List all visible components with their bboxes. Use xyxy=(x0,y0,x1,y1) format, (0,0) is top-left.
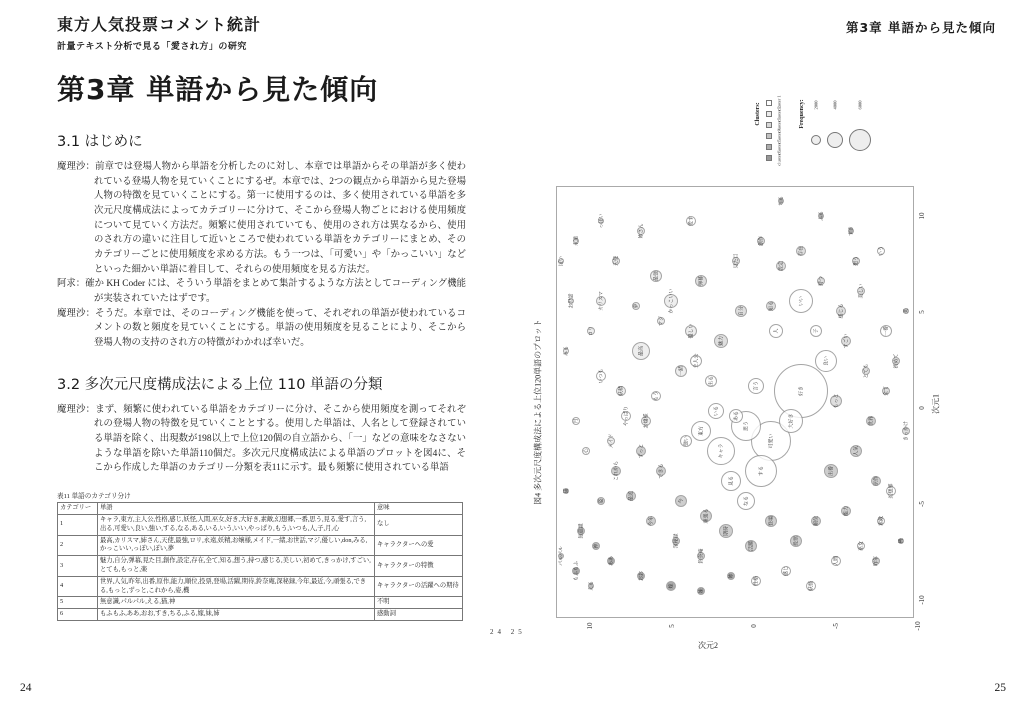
table-row xyxy=(58,576,463,597)
word-bubble-label: 猫 xyxy=(564,488,570,494)
word-bubble-label: 原作 xyxy=(874,475,880,487)
word-bubble-label: ずっと xyxy=(639,443,645,459)
word-bubble-label: 鈴奈庵 xyxy=(699,548,705,564)
word-bubble-label: すごい xyxy=(844,333,850,349)
word-bubble-label: 月 xyxy=(574,418,580,424)
word-bubble-label: 思う xyxy=(744,420,750,432)
word-bubble-label: いう xyxy=(879,245,885,257)
word-bubble-label: みる xyxy=(564,345,570,357)
word-bubble-label: 姿 xyxy=(599,498,605,504)
legend-cluster-label: cluster 4 xyxy=(776,128,782,144)
table-row xyxy=(58,535,463,556)
word-bubble-label: 出番 xyxy=(829,465,835,477)
word-bubble-label: ああ xyxy=(609,555,615,567)
legend-cluster-swatch xyxy=(766,133,772,139)
section-3-1-title: 3.1 はじめに xyxy=(57,134,143,150)
word-bubble-label: すき xyxy=(849,225,855,237)
word-bubble-label: もふもふ xyxy=(574,560,580,582)
table-header-cell: カテゴリー xyxy=(58,503,98,515)
word-bubble-label: かっこいい xyxy=(669,288,675,314)
legend-frequency-circle xyxy=(811,135,821,145)
word-bubble-label: おお xyxy=(639,570,645,582)
word-bubble-label: ぽい xyxy=(559,255,565,267)
right-page xyxy=(512,0,1024,727)
word-bubble-label: お世話 xyxy=(569,293,575,309)
word-bubble-label: 創作 xyxy=(759,235,765,247)
meaning-cell: キャラクターの活躍への期待 xyxy=(375,576,463,597)
word-bubble-label: とても xyxy=(864,363,870,379)
word-bubble-label: やっぱり xyxy=(624,405,630,427)
table-caption: 表11 単語のカテゴリ分け xyxy=(57,493,131,501)
legend-cluster-swatch xyxy=(766,122,772,128)
word-bubble-label: 性格 xyxy=(754,575,760,587)
category-cell: 6 xyxy=(58,609,98,621)
word-bubble-label: きっかけ xyxy=(904,420,910,442)
category-cell: 4 xyxy=(58,576,98,597)
word-bubble-label: 神 xyxy=(594,543,600,549)
word-bubble-label: 昨年 xyxy=(874,555,880,567)
legend-frequency-circle xyxy=(849,129,871,151)
page-number-left: 24 xyxy=(20,682,32,694)
word-bubble-label: 知る xyxy=(769,300,775,312)
word-bubble-label: 設定 xyxy=(779,260,785,272)
category-cell: 1 xyxy=(58,514,98,535)
word-bubble-label: 今 xyxy=(679,498,685,504)
word-bubble-label: 永遠 xyxy=(574,235,580,247)
word-bubble-label: 巫女 xyxy=(859,540,865,552)
speaker-label: 阿求： xyxy=(57,279,86,290)
word-bubble-label: っぽい xyxy=(599,213,605,229)
y-axis-tick: -5 xyxy=(832,623,840,629)
word-bubble-label: ロリ xyxy=(589,325,595,337)
words-cell: 魅力,自分,弾幕,見た目,創作,設定,存在,全て,知る,想う,持つ,感じる,美しい,初めて,きっかけ,すごい,とても,もっと,楽 xyxy=(98,556,375,577)
figure-caption: 図4 多次元尺度構成法による上位120単語のプロット xyxy=(533,319,543,505)
word-bubble-label: 期待 xyxy=(724,525,730,537)
word-bubble-label: 大好き xyxy=(789,413,795,429)
word-bubble-label: 深秘録 xyxy=(674,533,680,549)
words-cell: キャラ,東方,主人公,性格,感じ,妖怪,人間,巫女,好き,大好き,素敵,幻想郷,一番,思う,見る,愛す,言う,出る,可愛い,良い,強い,する,なる,ある,いる,いう,いい,やっぱり,もう,いつも,人,子,月,心 xyxy=(98,514,375,535)
legend-cluster-label: cluster 3 xyxy=(776,117,782,133)
word-bubble-label: 子 xyxy=(814,328,820,334)
word-bubble-label: 良い xyxy=(824,355,830,367)
word-bubble-label: える xyxy=(589,580,595,592)
word-bubble-label: 妖怪 xyxy=(809,580,815,592)
word-bubble-label: 人間 xyxy=(834,555,840,567)
table-row xyxy=(58,597,463,609)
word-bubble-label: 可愛い xyxy=(769,433,775,449)
x-axis-tick: 10 xyxy=(918,212,926,220)
word-bubble-label: 姉 xyxy=(729,573,735,579)
word-bubble-label: 妖精 xyxy=(619,385,625,397)
word-bubble-label: 言う xyxy=(754,380,760,392)
words-cell: 最高,カリスマ,姉さん,天使,最強,ロリ,永遠,妖精,お嬢様,メイド,一緒,お世話,マジ,優しい,don,みる,かっこいい,っぽい,ぽい,夢 xyxy=(98,535,375,556)
word-bubble-label: 感じる xyxy=(839,303,845,319)
word-category-table xyxy=(57,502,463,621)
table-row xyxy=(58,514,463,535)
word-bubble-label: 主人公 xyxy=(694,353,700,369)
legend-frequency-label: 6000 xyxy=(857,100,863,110)
word-bubble-label: 一番 xyxy=(884,325,890,337)
word-bubble-label: 頑張る xyxy=(704,508,710,524)
word-bubble-label: 順位 xyxy=(814,515,820,527)
y-axis-tick: 10 xyxy=(586,622,594,630)
legend-frequency-circle xyxy=(827,132,843,148)
words-cell: もふもふ,ああ,おお,すき,ちる,ふる,嫁,妹,姉 xyxy=(98,609,375,621)
table-header-cell: 意味 xyxy=(375,503,463,515)
word-bubble-label: キャラ xyxy=(719,443,725,459)
word-bubble-label: 幻想郷 xyxy=(889,483,895,499)
word-bubble-label: お嬢様 xyxy=(644,413,650,429)
x-axis-tick: -10 xyxy=(918,595,926,605)
word-bubble-label: なる xyxy=(744,495,750,507)
dialogue-paragraph: 魔理沙：まず、頻繁に使われている単語をカテゴリーに分け、そこから使用頻度を測ってそれぞれの登場人物の特徴を見ていくこととする。使用した単語は、人名として登録されている単語を除く、出現数が198以上で上位120個の自立語から、「一」などの意味をなさないような単語を除いた単語110個だ。多次元尺度構成法による単語のプロットを図4に、そこから作成した単語のカテゴリー分類を表11に示す。最も頻繁に使用されている単語 xyxy=(57,404,466,474)
legend-cluster-swatch xyxy=(766,155,772,161)
booklet-title: 東方人気投票コメント統計 xyxy=(57,15,262,34)
speaker-label: 魔理沙： xyxy=(57,404,96,415)
word-bubble-label: ちる xyxy=(779,195,785,207)
legend-cluster-label: cluster 1 xyxy=(776,95,782,111)
word-bubble-label: カリスマ xyxy=(599,291,605,311)
word-bubble-label: 今年 xyxy=(649,515,655,527)
word-bubble-label: いつも xyxy=(599,368,605,384)
running-header: 第3章 単語から見た傾向 xyxy=(845,20,996,35)
word-bubble-label: 存在 xyxy=(799,245,805,257)
x-axis-tick: -5 xyxy=(918,501,926,507)
words-cell: 無意識,パルパル,える,猫,神 xyxy=(98,597,375,609)
word-bubble-label: 美しい xyxy=(859,283,865,299)
chapter-title: 第3章 単語から見た傾向 xyxy=(57,73,379,106)
word-bubble-label: 人気 xyxy=(854,445,860,457)
word-bubble-label: 好き xyxy=(799,385,805,397)
word-bubble-label: 素敵 xyxy=(879,515,885,527)
word-bubble-label: 世界 xyxy=(869,415,875,427)
word-bubble-label: 人 xyxy=(774,328,780,334)
word-bubble-label: 妹 xyxy=(699,588,705,594)
table-row xyxy=(58,556,463,577)
word-bubble-label: もっと xyxy=(834,393,840,409)
word-bubble-label: 一緒 xyxy=(679,365,685,377)
word-bubble-label: 最高 xyxy=(639,345,645,357)
word-bubble-label: 夢 xyxy=(634,303,640,309)
dialogue-paragraph: 阿求：確か KH Coder には、そういう単語をまとめて集計するような方法としてコーディング機能が実装されていたはずです。 xyxy=(57,279,466,305)
meaning-cell: キャラクターの特徴 xyxy=(375,556,463,577)
word-bubble-label: いい xyxy=(799,295,805,307)
word-bubble-label: 初めて xyxy=(894,353,900,369)
y-axis-tick: -10 xyxy=(914,621,922,631)
word-bubble-label: これから xyxy=(614,460,620,482)
word-bubble-label: 最強 xyxy=(654,270,660,282)
x-axis-title: 次元1 xyxy=(931,394,941,414)
word-bubble-label: できる xyxy=(659,463,665,479)
words-cell: 世界,人気,昨年,出番,原作,能力,順位,投票,登場,活躍,期待,鈴奈庵,深秘録,今年,最近,今,頑張る,できる,もっと,ずっと,これから,姿,機 xyxy=(98,576,375,597)
word-bubble-label: 姉さん xyxy=(639,223,645,239)
dialogue-paragraph: 魔理沙：そうだ。本章では、そのコーディング機能を使って、それぞれの単語が使われているコメントの数と頻度を見ていくことにする。単語の使用頻度を見ることにより、そこから登場人物の支持のされ方の特徴がわかれば幸いだ。 xyxy=(57,308,466,349)
word-bubble-label: 活躍 xyxy=(749,540,755,552)
category-cell: 5 xyxy=(58,597,98,609)
word-bubble-label: メイド xyxy=(609,433,615,449)
table-row xyxy=(58,609,463,621)
speaker-label: 魔理沙： xyxy=(57,162,96,172)
legend-cluster-swatch xyxy=(766,111,772,117)
word-bubble-label: 見る xyxy=(729,475,735,487)
y-axis-tick: 0 xyxy=(750,624,758,628)
legend-frequency-label: 4000 xyxy=(832,100,838,110)
word-bubble-label: 自分 xyxy=(739,305,745,317)
legend-cluster-label: cluster 5 xyxy=(776,139,782,155)
category-cell: 2 xyxy=(58,535,98,556)
word-bubble-label: パルパル xyxy=(559,546,565,566)
word-bubble-label: 東方 xyxy=(699,425,705,437)
word-bubble-label: 見た目 xyxy=(734,253,740,269)
word-bubble-label: もう xyxy=(654,390,660,402)
y-axis-tick: 5 xyxy=(668,624,676,628)
word-bubble-label: 楽 xyxy=(904,308,910,314)
word-bubble-label: 嫁 xyxy=(669,583,675,589)
table-header-row xyxy=(58,503,463,515)
x-axis-tick: 0 xyxy=(918,406,926,410)
word-bubble-label: 全て xyxy=(884,385,890,397)
word-bubble-label: 天使 xyxy=(614,255,620,267)
booklet-subtitle: 計量テキスト分析で見る「愛され方」の研究 xyxy=(57,42,247,52)
word-bubble-label: 愛す xyxy=(689,215,695,227)
gutter-page-numbers: 24 25 xyxy=(490,628,526,636)
word-bubble-label: する xyxy=(759,465,765,477)
section-3-2-dialogue xyxy=(57,403,466,476)
word-bubble-label: 持つ xyxy=(819,275,825,287)
meaning-cell: 不明 xyxy=(375,597,463,609)
section-3-1-dialogue xyxy=(57,160,466,351)
word-bubble-label: 弾幕 xyxy=(699,275,705,287)
meaning-cell: 感動詞 xyxy=(375,609,463,621)
word-bubble-label: ふる xyxy=(819,210,825,222)
table-header-cell: 単語 xyxy=(98,503,375,515)
word-bubble-label: ある xyxy=(734,410,740,422)
word-bubble-label: 魅力 xyxy=(719,335,725,347)
word-bubble-label: 感じ xyxy=(784,565,790,577)
mds-plot-area xyxy=(556,186,914,618)
plot-legend xyxy=(750,92,900,184)
legend-clusters-title: Clusters: xyxy=(755,102,761,126)
legend-cluster-label: cluster 2 xyxy=(776,106,782,122)
legend-cluster-swatch xyxy=(766,144,772,150)
meaning-cell: なし xyxy=(375,514,463,535)
word-bubble-label: 優しい xyxy=(689,323,695,339)
word-bubble-label: 出る xyxy=(709,375,715,387)
word-bubble-label: 想う xyxy=(854,255,860,267)
word-bubble-label: 心 xyxy=(584,448,590,454)
legend-cluster-swatch xyxy=(766,100,772,106)
x-axis-tick: 5 xyxy=(918,310,926,314)
word-bubble-label: いる xyxy=(714,405,720,417)
legend-frequency-title: Frequency: xyxy=(799,99,805,129)
word-bubble-label: 能力 xyxy=(844,505,850,517)
word-bubble-label: 最近 xyxy=(629,490,635,502)
word-bubble-label: 機 xyxy=(899,538,905,544)
speaker-label: 魔理沙： xyxy=(57,308,96,319)
category-cell: 3 xyxy=(58,556,98,577)
legend-cluster-label: cluster 6 xyxy=(776,150,782,166)
word-bubble-label: マジ xyxy=(659,315,665,327)
word-bubble-label: 無意識 xyxy=(579,523,585,539)
page-number-right: 25 xyxy=(994,682,1006,694)
word-bubble-label: 投票 xyxy=(794,535,800,547)
y-axis-title: 次元2 xyxy=(698,641,718,650)
word-bubble-label: 強い xyxy=(684,435,690,447)
word-bubble-label: 登場 xyxy=(769,515,775,527)
meaning-cell: キャラクターへの愛 xyxy=(375,535,463,556)
dialogue-paragraph: 魔理沙：前章では登場人物から単語を分析したのに対し、本章では単語からその単語が多く使われている登場人物を見ていくことにするぜ。本章では、2つの観点から単語から見た登場人物の特徴を見ていくことにする。第一に使用するのは、多く使用されている単語を多次元尺度構成法によってカテゴリーに分けて、そこから登場人物ごとにおける使用頻度について見ていく方法だ。頻繁に使用されていても、使用のされ方は異なるから、使用のされ方の違いに注目して近いところで使われている単語をカテゴリーにまとめ、そのカテゴリーごとに使用頻度を求める方法。もう一つは、「可愛い」や「かっこいい」などといった細かい単語に着目して、それらの使用頻度を見る方法だ。 xyxy=(57,162,466,275)
legend-frequency-label: 2000 xyxy=(813,100,819,110)
section-3-2-title: 3.2 多次元尺度構成法による上位 110 単語の分類 xyxy=(57,376,383,393)
